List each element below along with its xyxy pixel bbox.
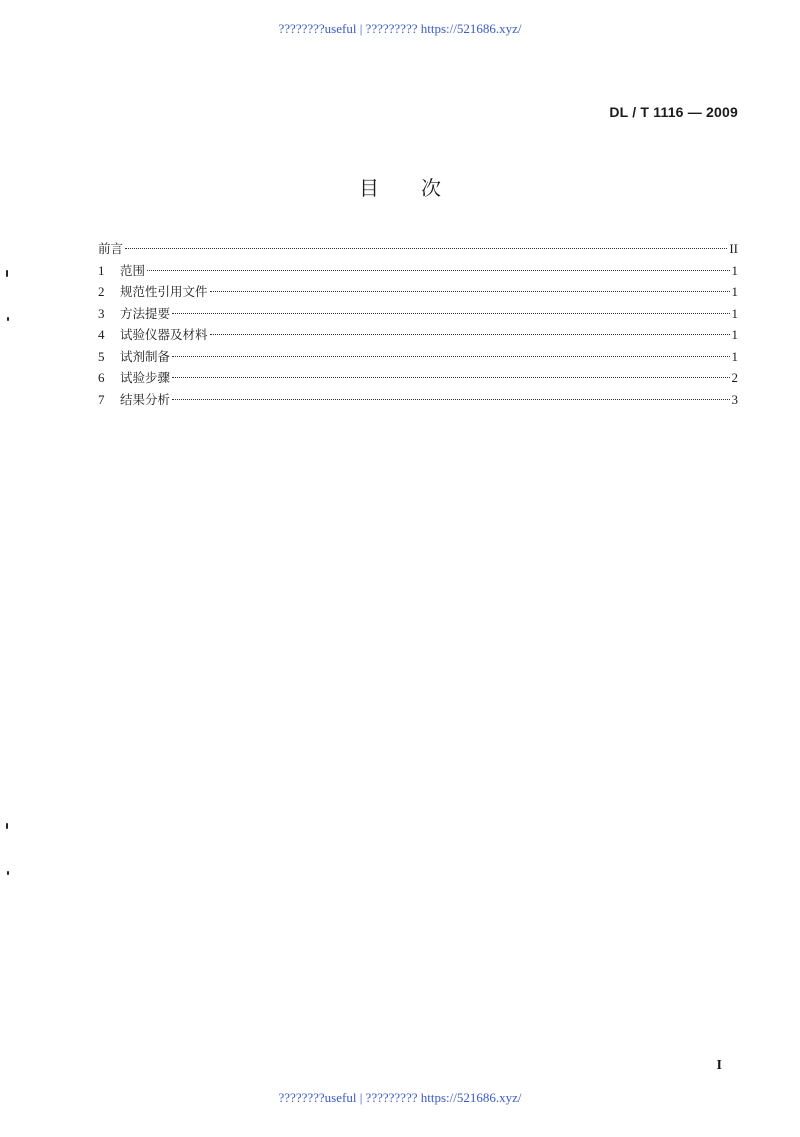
- toc-entry-title: 结果分析: [120, 391, 171, 407]
- toc-dot-leader: [210, 291, 730, 292]
- toc-dot-leader: [172, 313, 729, 314]
- toc-entry-title: 规范性引用文件: [120, 284, 208, 299]
- toc-entry-2[interactable]: [98, 281, 738, 303]
- toc-entry-page: 3: [731, 391, 738, 407]
- toc-entry-page: 2: [731, 370, 738, 385]
- toc-entry-page: 1: [731, 284, 738, 299]
- toc-dot-leader: [172, 377, 729, 378]
- table-of-contents: [98, 238, 738, 410]
- document-code: DL / T 1116 — 2009: [609, 104, 738, 120]
- toc-entry-title: 前言: [98, 241, 124, 256]
- scan-artifact: [7, 317, 9, 321]
- toc-entry-title: 试验仪器及材料: [120, 327, 208, 342]
- toc-entry-number: 6: [98, 370, 105, 385]
- toc-entry-number: 5: [98, 348, 105, 364]
- toc-entry-number: 1: [98, 262, 105, 278]
- page-title: 目次: [359, 176, 483, 200]
- toc-entry-page: 1: [731, 262, 738, 278]
- toc-entry-number: 7: [98, 391, 105, 407]
- watermark-top: ????????useful | ????????? https://521686.xyz/: [278, 21, 522, 36]
- toc-dot-leader: [172, 356, 729, 357]
- toc-entry-6[interactable]: [98, 367, 738, 389]
- toc-dot-leader: [210, 334, 730, 335]
- toc-entry-3[interactable]: [98, 303, 738, 325]
- toc-entry-1[interactable]: [98, 260, 738, 282]
- page-number: I: [716, 1058, 722, 1073]
- scan-artifact: [6, 823, 8, 829]
- watermark-bottom: ????????useful | ????????? https://521686.xyz/: [278, 1090, 522, 1105]
- toc-entry-7[interactable]: [98, 389, 738, 411]
- toc-entry-page: 1: [731, 305, 738, 321]
- toc-dot-leader: [147, 270, 729, 271]
- toc-entry-page: 1: [731, 327, 738, 342]
- toc-entry-number: 4: [98, 327, 105, 342]
- toc-entry-preface[interactable]: [98, 238, 738, 260]
- toc-entry-number: 3: [98, 305, 105, 321]
- toc-entry-title: 试剂制备: [120, 348, 171, 364]
- scan-artifact: [6, 270, 8, 277]
- toc-entry-number: 2: [98, 284, 105, 299]
- toc-entry-title: 试验步骤: [120, 370, 171, 385]
- toc-dot-leader: [125, 248, 727, 249]
- toc-dot-leader: [172, 399, 729, 400]
- toc-entry-5[interactable]: [98, 346, 738, 368]
- scan-artifact: [7, 871, 9, 875]
- toc-entry-title: 范围: [120, 262, 146, 278]
- toc-entry-title: 方法提要: [120, 305, 171, 321]
- toc-entry-page: II: [729, 241, 738, 256]
- toc-entry-4[interactable]: [98, 324, 738, 346]
- toc-entry-page: 1: [731, 348, 738, 364]
